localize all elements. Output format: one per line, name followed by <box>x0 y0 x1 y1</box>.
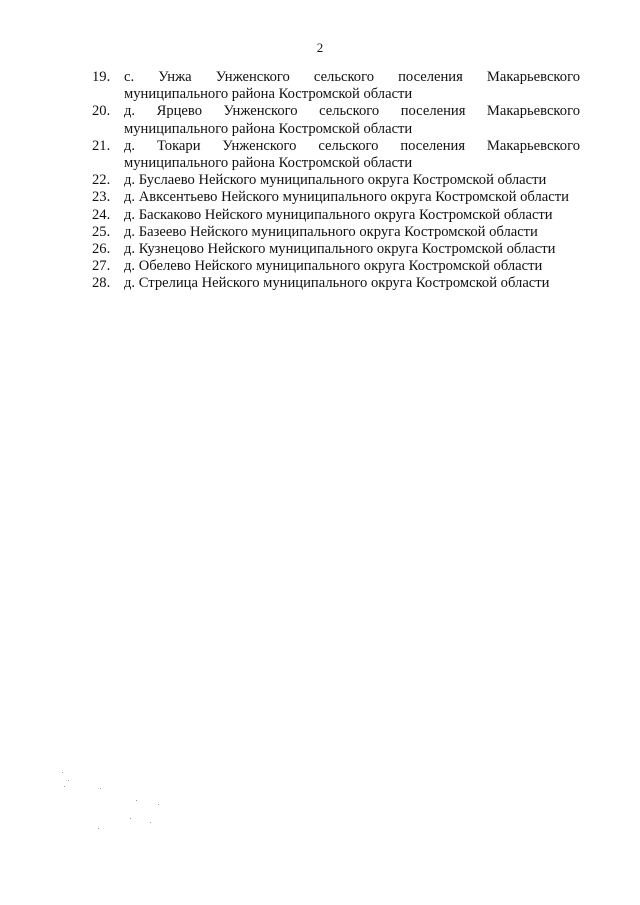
scan-speck <box>158 804 159 805</box>
item-text: д. Стрелица Нейского муниципального округа Костромской области <box>124 275 550 292</box>
item-number: 22. <box>92 172 111 189</box>
item-number: 27. <box>92 258 111 275</box>
scan-speck <box>100 788 101 789</box>
item-text: д. Базеево Нейского муниципального округа Костромской области <box>124 223 538 240</box>
item-number: 21. <box>92 137 111 154</box>
list-item <box>92 138 580 172</box>
list-item <box>92 275 580 292</box>
item-number: 24. <box>92 206 111 223</box>
scan-speck <box>64 786 65 787</box>
item-number: 26. <box>92 241 111 258</box>
list-item <box>92 172 580 189</box>
list-item <box>92 69 580 103</box>
settlement-list <box>92 69 580 293</box>
scan-speck <box>130 818 131 819</box>
item-number: 25. <box>92 223 111 240</box>
scan-speck <box>98 828 99 829</box>
list-item <box>92 258 580 275</box>
item-text: д. Кузнецово Нейского муниципального округа Костромской области <box>124 241 556 258</box>
list-item <box>92 207 580 224</box>
item-text: д. Авксентьево Нейского муниципального округа Костромской области <box>124 189 569 206</box>
page-number: 2 <box>316 40 324 55</box>
item-number: 19. <box>92 69 111 85</box>
list-item <box>92 241 580 258</box>
item-text: д. Буслаево Нейского муниципального округа Костромской области <box>124 172 547 189</box>
item-text: с. Унжа Унженского сельского поселения Макарьевского муниципального района Костромской области <box>124 69 580 103</box>
item-number: 20. <box>92 103 111 120</box>
item-number: 28. <box>92 275 111 292</box>
item-text: д. Ярцево Унженского сельского поселения Макарьевского муниципального района Костромской области <box>124 103 580 137</box>
scan-speck <box>150 822 151 823</box>
item-text: д. Баскаково Нейского муниципального округа Костромской области <box>124 206 553 223</box>
item-text: д. Токари Унженского сельского поселения Макарьевского муниципального района Костромской области <box>124 137 580 172</box>
item-number: 23. <box>92 189 111 206</box>
scan-specks <box>60 770 170 840</box>
list-item <box>92 224 580 241</box>
item-text: д. Обелево Нейского муниципального округа Костромской области <box>124 258 543 275</box>
list-item <box>92 189 580 206</box>
scan-speck <box>68 780 69 781</box>
scan-speck <box>136 800 137 801</box>
scan-speck <box>62 772 63 773</box>
list-item <box>92 103 580 137</box>
